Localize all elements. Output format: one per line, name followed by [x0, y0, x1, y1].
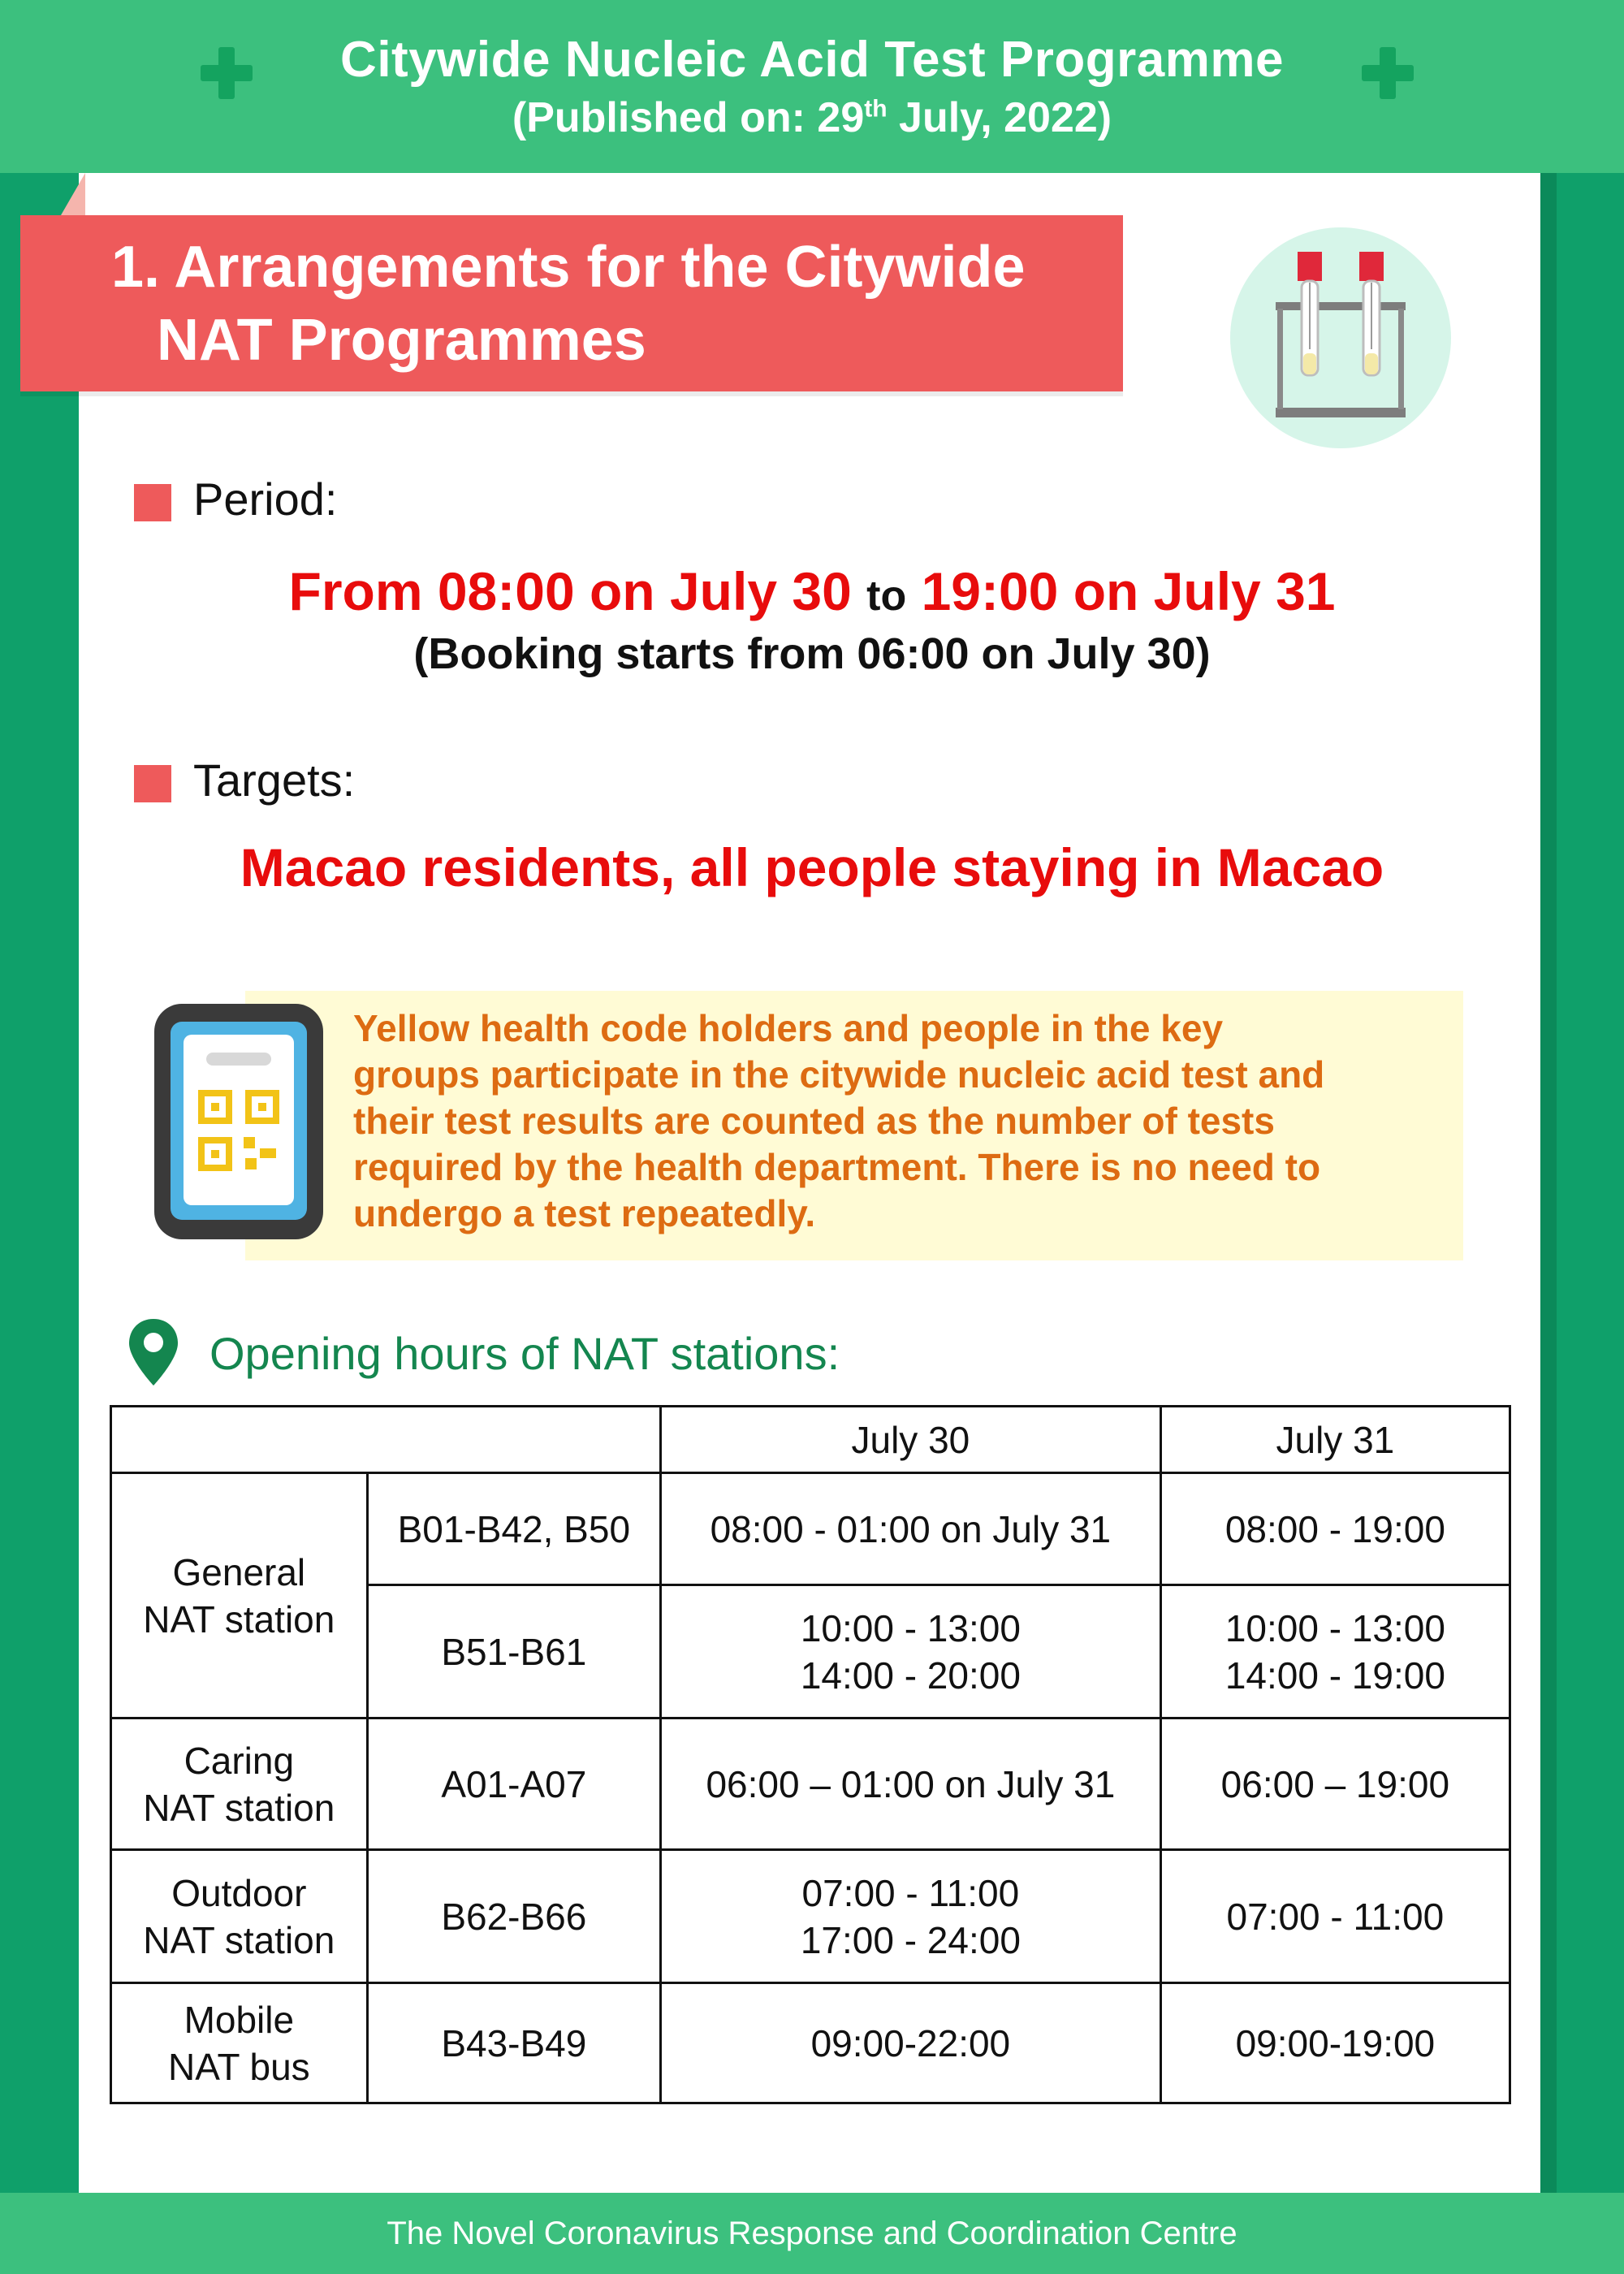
table-row — [111, 1473, 1510, 1585]
station-type-caring: Caring NAT station — [111, 1718, 368, 1850]
booking-note: (Booking starts from 06:00 on July 30) — [413, 629, 1211, 678]
station-code: A01-A07 — [367, 1718, 660, 1850]
period-range: From 08:00 on July 30 to 19:00 on July 31 — [288, 561, 1336, 621]
section-heading: 1. Arrangements for the Citywide NAT Programmes — [20, 215, 1123, 391]
publish-date: (Published on: 29th July, 2022) — [512, 94, 1112, 141]
station-type-outdoor: Outdoor NAT station — [111, 1850, 368, 1983]
column-header-july-30: July 30 — [661, 1407, 1161, 1473]
location-pin-icon — [127, 1317, 180, 1387]
hours-july-30: 06:00 – 01:00 on July 31 — [661, 1718, 1161, 1850]
health-code-note-text: Yellow health code holders and people in the key groups participate in the citywide nucleic acid test and their test results are counted as the number of tests required by the health department. There is no need to undergo a test repeatedly. — [353, 1007, 1325, 1234]
table-row — [111, 1983, 1510, 2103]
table-header-blank — [111, 1407, 661, 1473]
page-title: Citywide Nucleic Acid Test Programme — [340, 32, 1284, 88]
test-tube-icon — [1230, 227, 1451, 448]
station-code: B62-B66 — [367, 1850, 660, 1983]
page-header — [0, 0, 1624, 173]
hours-july-31: 08:00 - 19:00 — [1160, 1473, 1510, 1585]
paper-shadow — [1540, 173, 1557, 2193]
station-code: B01-B42, B50 — [367, 1473, 660, 1585]
hours-july-31: 06:00 – 19:00 — [1160, 1718, 1510, 1850]
square-bullet-icon — [134, 484, 171, 521]
station-type-general: General NAT station — [111, 1473, 368, 1718]
hours-july-31: 07:00 - 11:00 — [1160, 1850, 1510, 1983]
targets-label: Targets: — [193, 754, 356, 806]
square-bullet-icon — [134, 765, 171, 802]
hours-july-31: 10:00 - 13:00 14:00 - 19:00 — [1160, 1585, 1510, 1718]
column-header-july-31: July 31 — [1160, 1407, 1510, 1473]
table-row — [111, 1850, 1510, 1983]
table-header-row — [111, 1407, 1510, 1473]
station-code: B51-B61 — [367, 1585, 660, 1718]
phone-qr-code-icon — [153, 1002, 326, 1243]
hours-july-30: 09:00-22:00 — [661, 1983, 1161, 2103]
station-type-mobile: Mobile NAT bus — [111, 1983, 368, 2103]
paper-fold — [61, 173, 85, 215]
targets-value: Macao residents, all people staying in Macao — [240, 837, 1384, 897]
hours-july-30: 07:00 - 11:00 17:00 - 24:00 — [661, 1850, 1161, 1983]
station-code: B43-B49 — [367, 1983, 660, 2103]
opening-hours-heading: Opening hours of NAT stations: — [209, 1328, 840, 1379]
opening-hours-table — [110, 1405, 1511, 2104]
page-footer: The Novel Coronavirus Response and Coordination Centre — [0, 2193, 1624, 2274]
table-row — [111, 1718, 1510, 1850]
hours-july-30: 08:00 - 01:00 on July 31 — [661, 1473, 1161, 1585]
hours-july-31: 09:00-19:00 — [1160, 1983, 1510, 2103]
hours-july-30: 10:00 - 13:00 14:00 - 20:00 — [661, 1585, 1161, 1718]
period-label: Period: — [193, 473, 338, 525]
